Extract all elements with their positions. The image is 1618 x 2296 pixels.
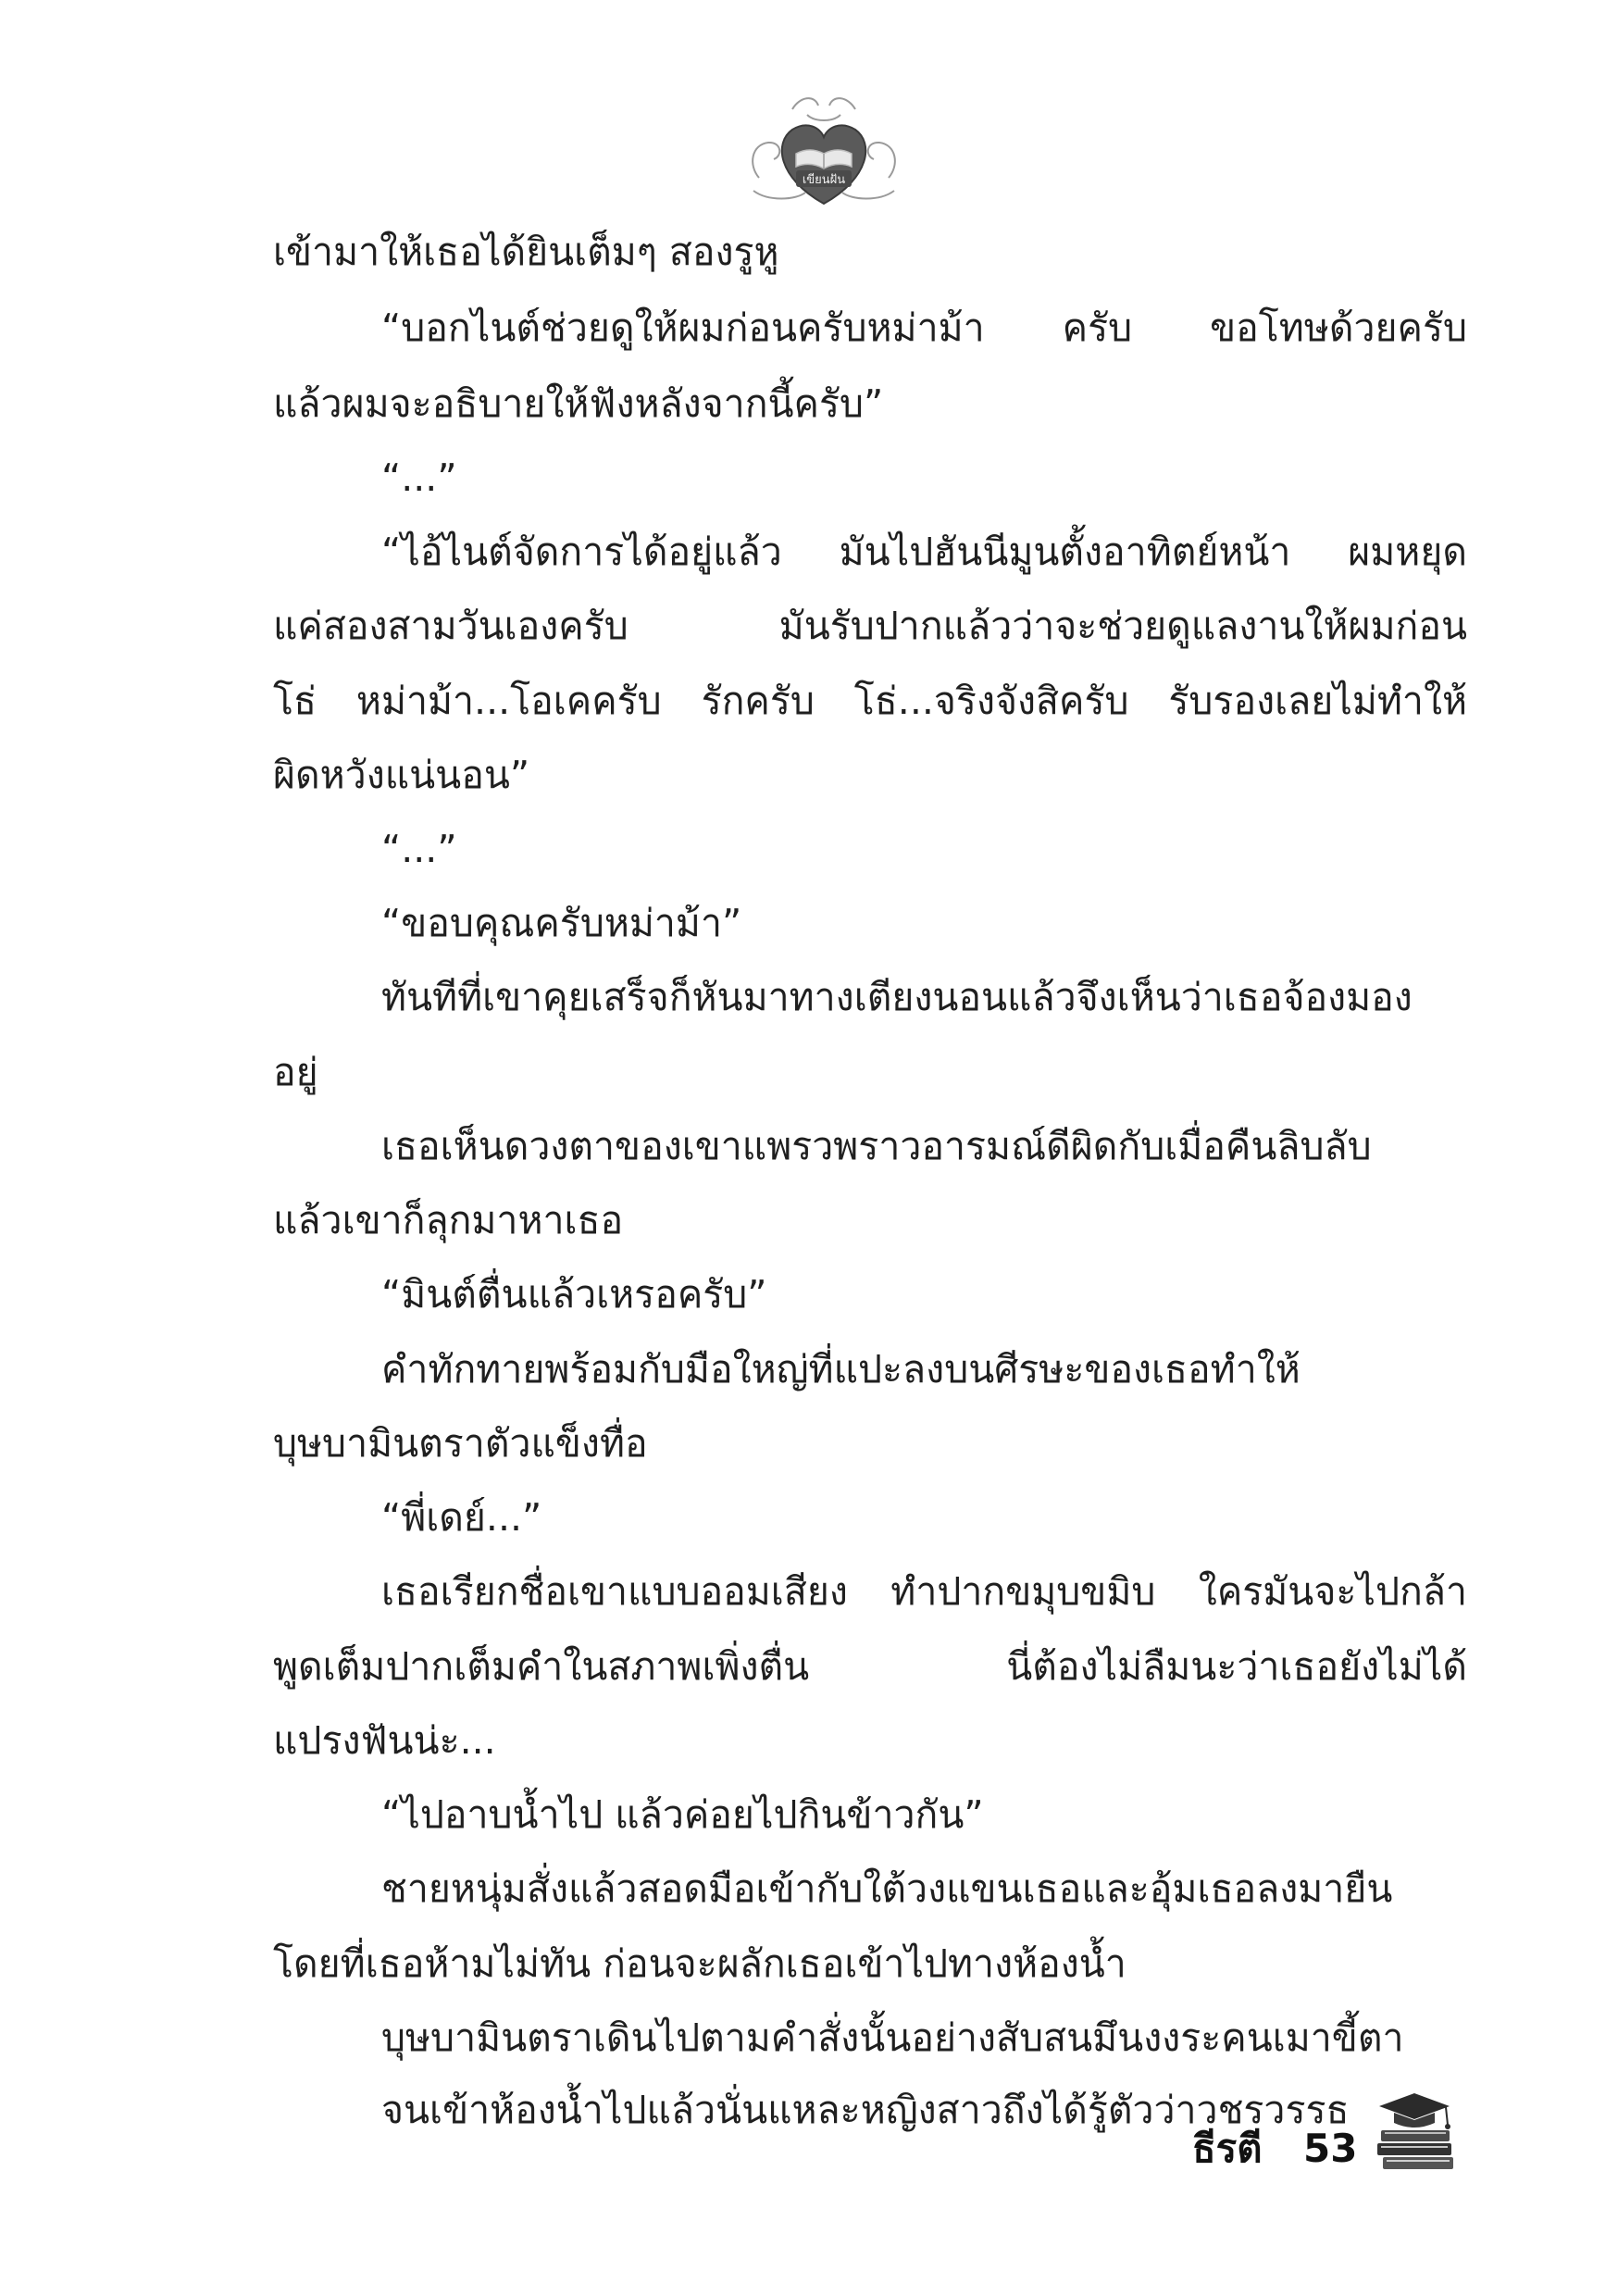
footer-author: ธีรตี <box>1192 2126 1263 2171</box>
text-line-7: โธ่ หม่าม้า...โอเคครับ รักครับ โธ่...จริงจังสิครับ รับรองเลยไม่ทำให้ <box>273 679 1467 723</box>
text-line-4: “...” <box>381 455 457 500</box>
text-line-12: อยู่ <box>273 1050 318 1094</box>
text-line-15: “มินต์ตื่นแล้วเหรอครับ” <box>381 1272 767 1316</box>
text-line-10: “ขอบคุณครับหม่าม้า” <box>381 901 742 945</box>
stacked-books-graduation-cap-icon <box>1368 2088 1461 2177</box>
text-line-19: เธอเรียกชื่อเขาแบบออมเสียง ทำปากขมุบขมิบ ใครมันจะไปกล้า <box>381 1569 1467 1614</box>
text-line-25: บุษบามินตราเดินไปตามคำสั่งนั้นอย่างสับสนมึนงงระคนเมาขี้ตา <box>381 2015 1404 2060</box>
text-line-5: “ไอ้ไนต์จัดการได้อยู่แล้ว มันไปฮันนีมูนตั้งอาทิตย์หน้า ผมหยุด <box>381 530 1467 574</box>
ornament-label: เขียนฝัน <box>802 173 846 187</box>
text-line-3: แล้วผมจะอธิบายให้ฟังหลังจากนี้ครับ” <box>273 381 884 426</box>
text-line-24: โดยที่เธอห้ามไม่ทัน ก่อนจะผลักเธอเข้าไปทางห้องน้ำ <box>273 1941 1126 1986</box>
text-line-8: ผิดหวังแน่นอน” <box>273 753 530 797</box>
text-line-14: แล้วเขาก็ลุกมาหาเธอ <box>273 1198 624 1242</box>
text-line-23: ชายหนุ่มสั่งแล้วสอดมือเข้ากับใต้วงแขนเธอและอุ้มเธอลงมายืน <box>381 1866 1393 1911</box>
text-line-6: แค่สองสามวันเองครับ มันรับปากแล้วว่าจะช่วยดูแลงานให้ผมก่อน <box>273 604 1467 648</box>
page-number: 53 <box>1303 2126 1358 2171</box>
text-line-21: แปรงฟันน่ะ... <box>273 1718 496 1763</box>
text-line-1: เข้ามาให้เธอได้ยินเต็มๆ สองรูหู <box>273 230 779 274</box>
text-line-13: เธอเห็นดวงตาของเขาแพรวพราวอารมณ์ดีผิดกับเมื่อคืนลิบลับ <box>381 1124 1372 1168</box>
text-line-2: “บอกไนต์ช่วยดูให้ผมก่อนครับหม่าม้า ครับ ขอโทษด้วยครับ <box>381 306 1467 350</box>
text-line-20: พูดเต็มปากเต็มคำในสภาพเพิ่งตื่น นี่ต้องไม่ลืมนะว่าเธอยังไม่ได้ <box>273 1644 1467 1689</box>
open-book-heart-emblem-icon <box>741 89 907 211</box>
text-line-22: “ไปอาบน้ำไป แล้วค่อยไปกินข้าวกัน” <box>381 1792 984 1837</box>
text-line-11: ทันทีที่เขาคุยเสร็จก็หันมาทางเตียงนอนแล้วจึงเห็นว่าเธอจ้องมอง <box>381 975 1413 1019</box>
text-line-18: “พี่เดย์...” <box>381 1495 542 1540</box>
text-line-9: “...” <box>381 827 457 871</box>
text-line-16: คำทักทายพร้อมกับมือใหญ่ที่แปะลงบนศีรษะของเธอทำให้ <box>381 1347 1301 1391</box>
text-line-26: จนเข้าห้องน้ำไปแล้วนั่นแหละหญิงสาวถึงได้รู้ตัวว่าวชรวรรธ <box>381 2088 1350 2132</box>
text-line-17: บุษบามินตราตัวแข็งทื่อ <box>273 1421 648 1466</box>
